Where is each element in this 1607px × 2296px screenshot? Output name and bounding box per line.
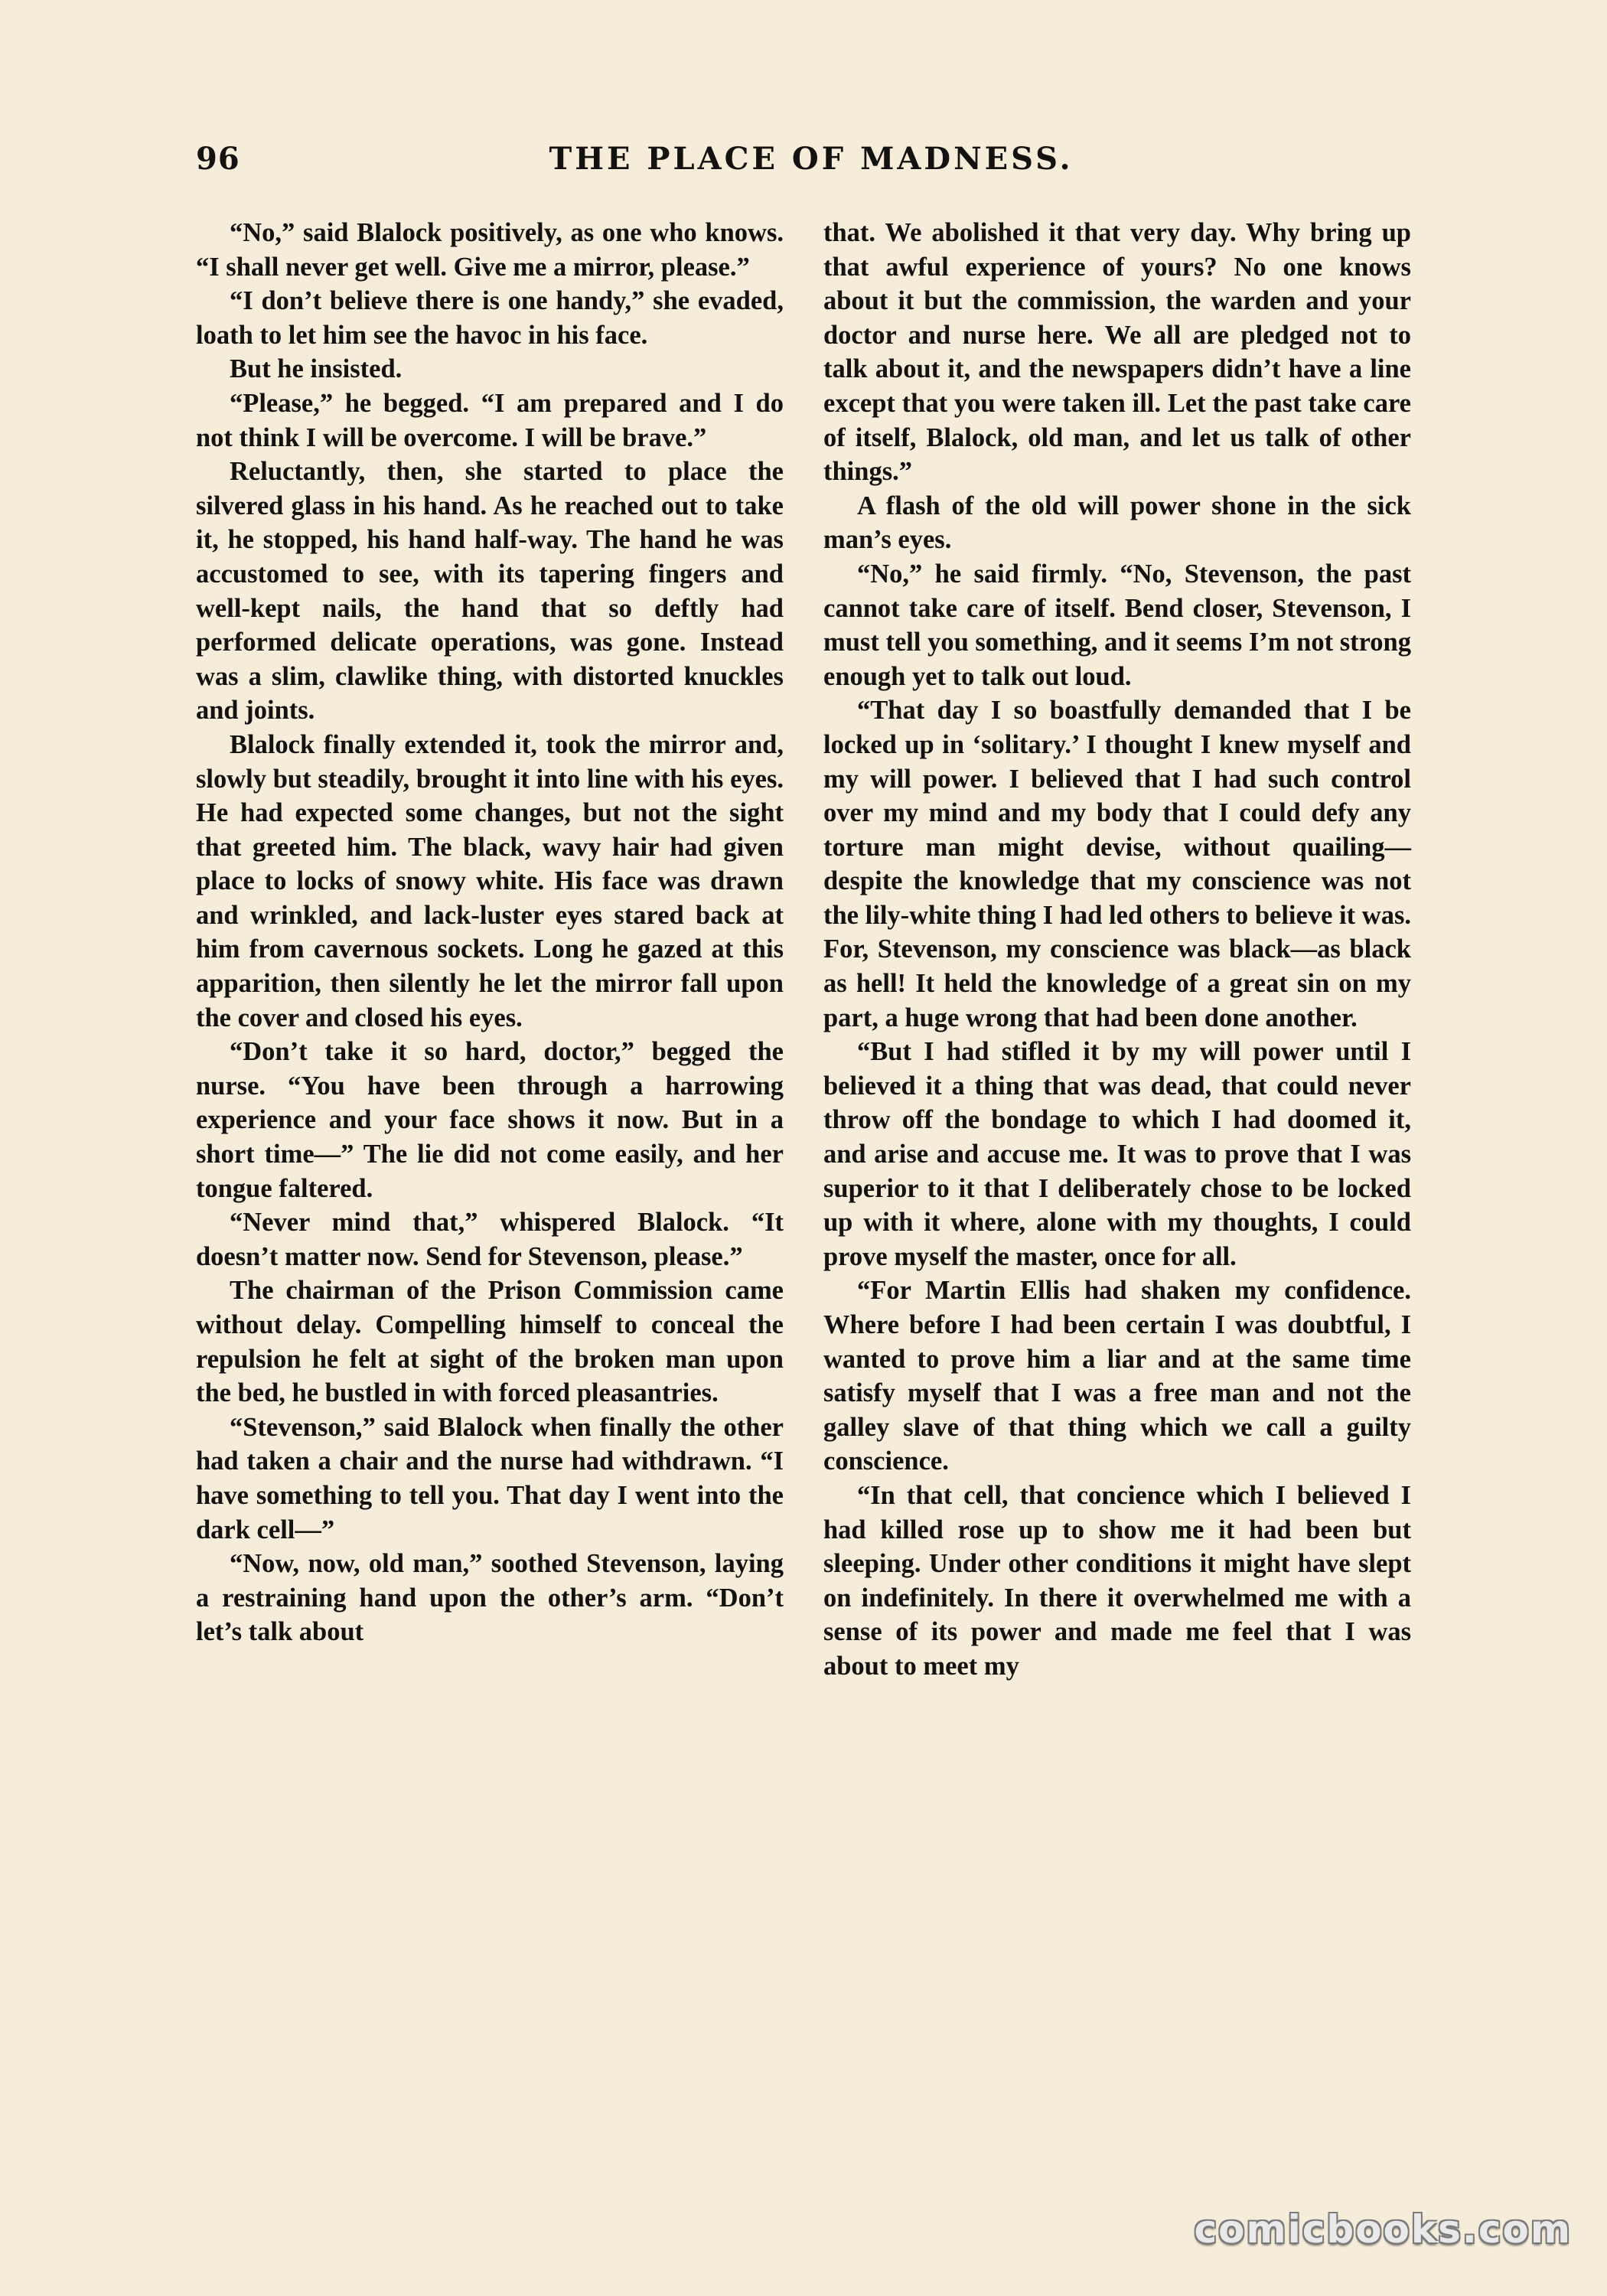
site-watermark: comicbooks.com [1194, 2207, 1572, 2252]
paragraph: “Never mind that,” whispered Blalock. “It doesn’t matter now. Send for Stevenson, please.” [196, 1208, 784, 1271]
paragraph: A flash of the old will power shone in the sick man’s eyes. [823, 491, 1411, 555]
paragraph: “But I had stifled it by my will power until I believed it a thing that was dead, that could never throw off the bondage to which I had doomed it, and arise and accuse me. It was to prove that I was superior to it that I deliberately chose to be locked up with it where, alone with my thoughts, I could prove myself the master, once for all. [823, 1037, 1411, 1271]
paragraph: “In that cell, that concience which I believed I had killed rose up to show me it had been but sleeping. Under other conditions it might have slept on indefinitely. In there it overwhelmed me with a sense of its power and made me feel that I was about to meet my [823, 1480, 1411, 1681]
paragraph: But he insisted. [230, 354, 403, 384]
running-title: THE PLACE OF MADNESS. [549, 141, 1074, 177]
paragraph: Blalock finally extended it, took the mirror and, slowly but steadily, brought it into line with his eyes. He had expected some changes, but not the sight that greeted him. The black, wavy hair had given place to locks of snowy white. His face was drawn and wrinkled, and lack-luster eyes stared back at him from cavernous sockets. Long he gazed at this apparition, then silently he let the mirror fall upon the cover and closed his eyes. [196, 729, 784, 1032]
paragraph: “I don’t believe there is one handy,” she evaded, loath to let him see the havoc in his face. [196, 286, 784, 350]
paragraph: that. We abolished it that very day. Why bring up that awful experience of yours? No one knows about it but the commission, the warden and your doctor and nurse here. We all are pledged not to talk about it, and the newspapers didn’t have a line except that you were taken ill. Let the past take care of itself, Blalock, old man, and let us talk of other things.” [823, 218, 1411, 487]
paragraph: “Now, now, old man,” soothed Stevenson, laying a restraining hand upon the other’s arm. “Don’t let’s talk about [196, 1549, 784, 1647]
paragraph: Reluctantly, then, she started to place the silvered glass in his hand. As he reached out to take it, he stopped, his hand half-way. The hand he was accustomed to see, with its tapering fingers and well-kept nails, the hand that so deftly had performed delicate operations, was gone. Instead was a slim, clawlike thing, with distorted knuckles and joints. [196, 457, 784, 726]
right-column [823, 216, 1411, 1684]
left-column [196, 216, 784, 1649]
page-number: 96 [196, 141, 240, 177]
paragraph: “No,” said Blalock positively, as one who knows. “I shall never get well. Give me a mirror, please.” [196, 218, 784, 282]
paragraph: “Stevenson,” said Blalock when finally the other had taken a chair and the nurse had withdrawn. “I have something to tell you. That day I went into the dark cell—” [196, 1412, 784, 1544]
paragraph: “Please,” he begged. “I am prepared and I do not think I will be overcome. I will be brave.” [196, 388, 784, 452]
paragraph: “No,” he said firmly. “No, Stevenson, the past cannot take care of itself. Bend closer, Stevenson, I must tell you something, and it seems I’m not strong enough yet to talk out loud. [823, 559, 1411, 691]
paragraph: “For Martin Ellis had shaken my confidence. Where before I had been certain I was doubtful, I wanted to prove him a liar and at the same time satisfy myself that I was a free man and not the galley slave of that thing which we call a guilty conscience. [823, 1276, 1411, 1476]
paragraph: The chairman of the Prison Commission came without delay. Compelling himself to conceal the repulsion he felt at sight of the broken man upon the bed, he bustled in with forced pleasantries. [196, 1276, 784, 1408]
paragraph: “Don’t take it so hard, doctor,” begged the nurse. “You have been through a harrowing experience and your face shows it now. But in a short time—” The lie did not come easily, and her tongue faltered. [196, 1037, 784, 1203]
paragraph: “That day I so boastfully demanded that I be locked up in ‘solitary.’ I thought I knew myself and my will power. I believed that I had such control over my mind and my body that I could defy any torture man might devise, without quailing—despite the knowledge that my conscience was not the lily-white thing I had led others to believe it was. For, Stevenson, my conscience was black—as black as hell! It held the knowledge of a great sin on my part, a huge wrong that had been done another. [823, 696, 1411, 1032]
